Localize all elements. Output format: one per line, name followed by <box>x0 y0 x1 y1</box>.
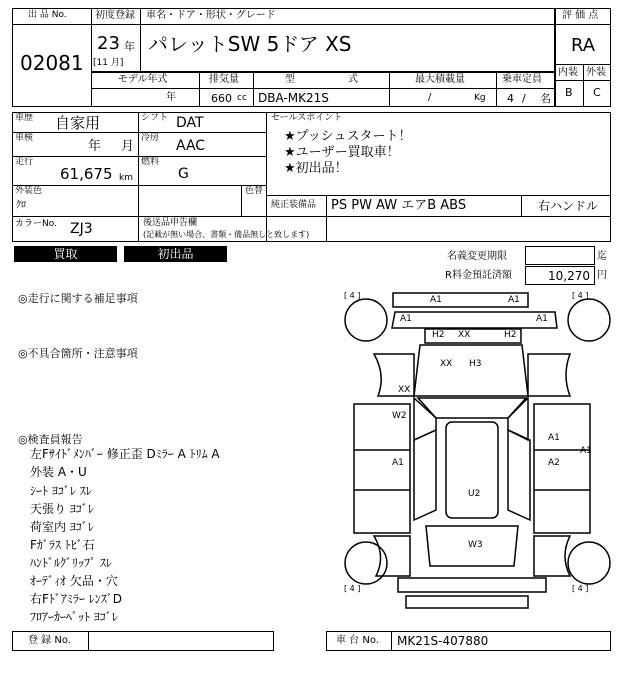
report-line: 右Fﾄﾞｱﾐﾗｰ ﾚﾝｽﾞD <box>30 592 122 606</box>
displacement-unit: cc <box>237 93 247 103</box>
tire-bl-label: [ 4 ] <box>344 584 361 593</box>
first-reg-label: 初度登録 <box>95 10 135 21</box>
mark-light-l: H2 <box>432 330 445 340</box>
mark-door-l: W2 <box>392 411 407 421</box>
capacity: 4 <box>507 92 514 105</box>
load-unit: Kg <box>474 93 486 103</box>
overall-grade: RA <box>571 35 596 56</box>
capacity-suffix: 名 <box>540 92 551 105</box>
mark-front-bumper-l: A1 <box>430 295 442 305</box>
chassis-number: MK21S-407880 <box>397 634 489 648</box>
mark-grille: XX <box>458 330 471 340</box>
tire-br-label: [ 4 ] <box>572 584 589 593</box>
tire-front-right <box>568 299 610 341</box>
mark-roof: U2 <box>468 489 481 499</box>
mileage-label: 走行 <box>15 157 34 167</box>
tire-rear-right <box>568 542 610 584</box>
reg-year-unit: 年 <box>124 40 135 53</box>
interior-grade: B <box>565 86 573 99</box>
load-slash: / <box>428 92 432 103</box>
mark-side-r: A1 <box>580 446 592 456</box>
name-change-label: 名義変更期限 <box>447 251 507 262</box>
fuel: G <box>178 166 189 182</box>
report-line: ﾊﾝﾄﾞﾙｸﾞﾘｯﾌﾟ ｽﾚ <box>30 556 112 570</box>
reg-label: 登 録 No. <box>28 635 71 646</box>
chassis-label: 車 台 No. <box>336 635 379 646</box>
color-no: ZJ3 <box>70 221 93 237</box>
name-change-unit: 迄 <box>597 251 607 262</box>
kaitori-badge: 買取 <box>14 246 117 262</box>
mileage: 61,675 <box>60 165 113 183</box>
tire-tl-label: [ 4 ] <box>344 291 361 300</box>
displacement: 660 <box>211 92 232 105</box>
car-name: パレットSW 5ドア XS <box>148 32 352 56</box>
equipment: PS PW AW エアB ABS <box>331 198 467 213</box>
capacity-label: 乗車定員 <box>502 74 542 85</box>
docs-note: (記載が無い場合、書類・備品無しと致します) <box>143 230 310 239</box>
tire-front-left <box>345 299 387 341</box>
sales-point-label: セールスポイント <box>271 113 343 123</box>
color-label: 外装色 <box>15 186 43 196</box>
report-line: 荷室内 ﾖｺﾞﾚ <box>30 520 94 534</box>
lot-label: 出 品 No. <box>28 10 67 20</box>
mark-door-l2: A1 <box>392 458 404 468</box>
sales-point-2: ★ユーザー買取車！ <box>284 145 400 160</box>
first-listing-badge: 初出品 <box>124 246 227 262</box>
shift-label: シフト <box>141 113 169 123</box>
report-line: 外装 A・U <box>30 465 87 479</box>
report-line: Fｶﾞﾗｽ ﾄﾋﾞ石 <box>30 538 95 552</box>
steering: 右ハンドル <box>538 199 599 213</box>
defects-title: ◎不具合箇所・注意事項 <box>18 347 138 360</box>
recycle-label: R料金預託済額 <box>445 270 512 281</box>
mark-engine-r: H3 <box>469 359 482 369</box>
sales-point-1: ★プッシュスタート！ <box>284 129 412 144</box>
mileage-unit: km <box>119 173 133 183</box>
mark-front-bumper-r: A1 <box>508 295 520 305</box>
inspector-title: ◎検査員報告 <box>18 433 83 446</box>
reg-year: 23 <box>97 33 120 54</box>
exterior-label: 外装 <box>586 67 606 78</box>
model-code: DBA-MK21S <box>258 91 329 105</box>
report-line: 天張り ﾖｺﾞﾚ <box>30 502 94 516</box>
model-year-label: モデル年式 <box>118 74 168 85</box>
model-year-unit: 年 <box>166 92 176 103</box>
repaint-label: 色替 <box>245 186 264 196</box>
mark-door-r: A1 <box>548 433 560 443</box>
mark-fender-l: XX <box>398 385 411 395</box>
mark-rear-glass: W3 <box>468 540 483 550</box>
reg-month: [11 月] <box>93 58 124 68</box>
lot-number: 02081 <box>20 51 84 75</box>
fuel-label: 燃料 <box>141 157 160 167</box>
driving-notes-title: ◎走行に関する補足事項 <box>18 292 138 305</box>
equipment-label: 純正装備品 <box>271 200 317 210</box>
inspection-month: 月 <box>121 139 135 154</box>
recycle-value: 10,270 <box>548 269 590 283</box>
displacement-label: 排気量 <box>209 74 239 85</box>
history: 自家用 <box>55 114 101 132</box>
inspection-label: 車検 <box>15 133 34 143</box>
type-label-2: 式 <box>348 74 358 85</box>
mark-light-r: H2 <box>504 330 517 340</box>
history-label: 車歴 <box>15 113 34 123</box>
exterior-grade: C <box>593 86 601 99</box>
tire-tr-label: [ 4 ] <box>572 291 589 300</box>
mark-bonnet-l: A1 <box>400 314 412 324</box>
interior-label: 内装 <box>558 67 578 78</box>
capacity-slash: / <box>522 92 526 105</box>
inspection-year: 年 <box>88 139 102 154</box>
mark-door-r2: A2 <box>548 458 560 468</box>
recycle-unit: 円 <box>597 270 607 281</box>
report-line: 左Fｻｲﾄﾞﾒﾝﾊﾞｰ 修正歪 Dﾐﾗｰ A ﾄﾘﾑ A <box>30 447 220 461</box>
report-line: ｵｰﾃﾞｨｵ 欠品・穴 <box>30 574 118 588</box>
ac: AAC <box>176 138 206 154</box>
load-label: 最大積載量 <box>415 74 465 85</box>
shift: DAT <box>176 115 204 131</box>
docs-label: 後送品申告欄 <box>143 218 198 228</box>
report-line: ﾌﾛｱｰｶｰﾍﾟｯﾄ ﾖｺﾞﾚ <box>30 610 118 624</box>
car-name-label: 車名・ドア・形状・グレード <box>146 10 276 21</box>
color: ｸﾛ <box>16 200 26 211</box>
mark-bonnet-r: A1 <box>536 314 548 324</box>
color-no-label: カラーNo. <box>15 219 57 229</box>
type-label: 型 <box>285 74 295 85</box>
mark-engine-l: XX <box>440 359 453 369</box>
sales-point-3: ★初出品！ <box>284 161 348 176</box>
grade-label: 評 価 点 <box>562 10 599 21</box>
ac-label: 冷房 <box>141 133 160 143</box>
report-line: ｼｰﾄ ﾖｺﾞﾚ ｽﾚ <box>30 484 92 498</box>
